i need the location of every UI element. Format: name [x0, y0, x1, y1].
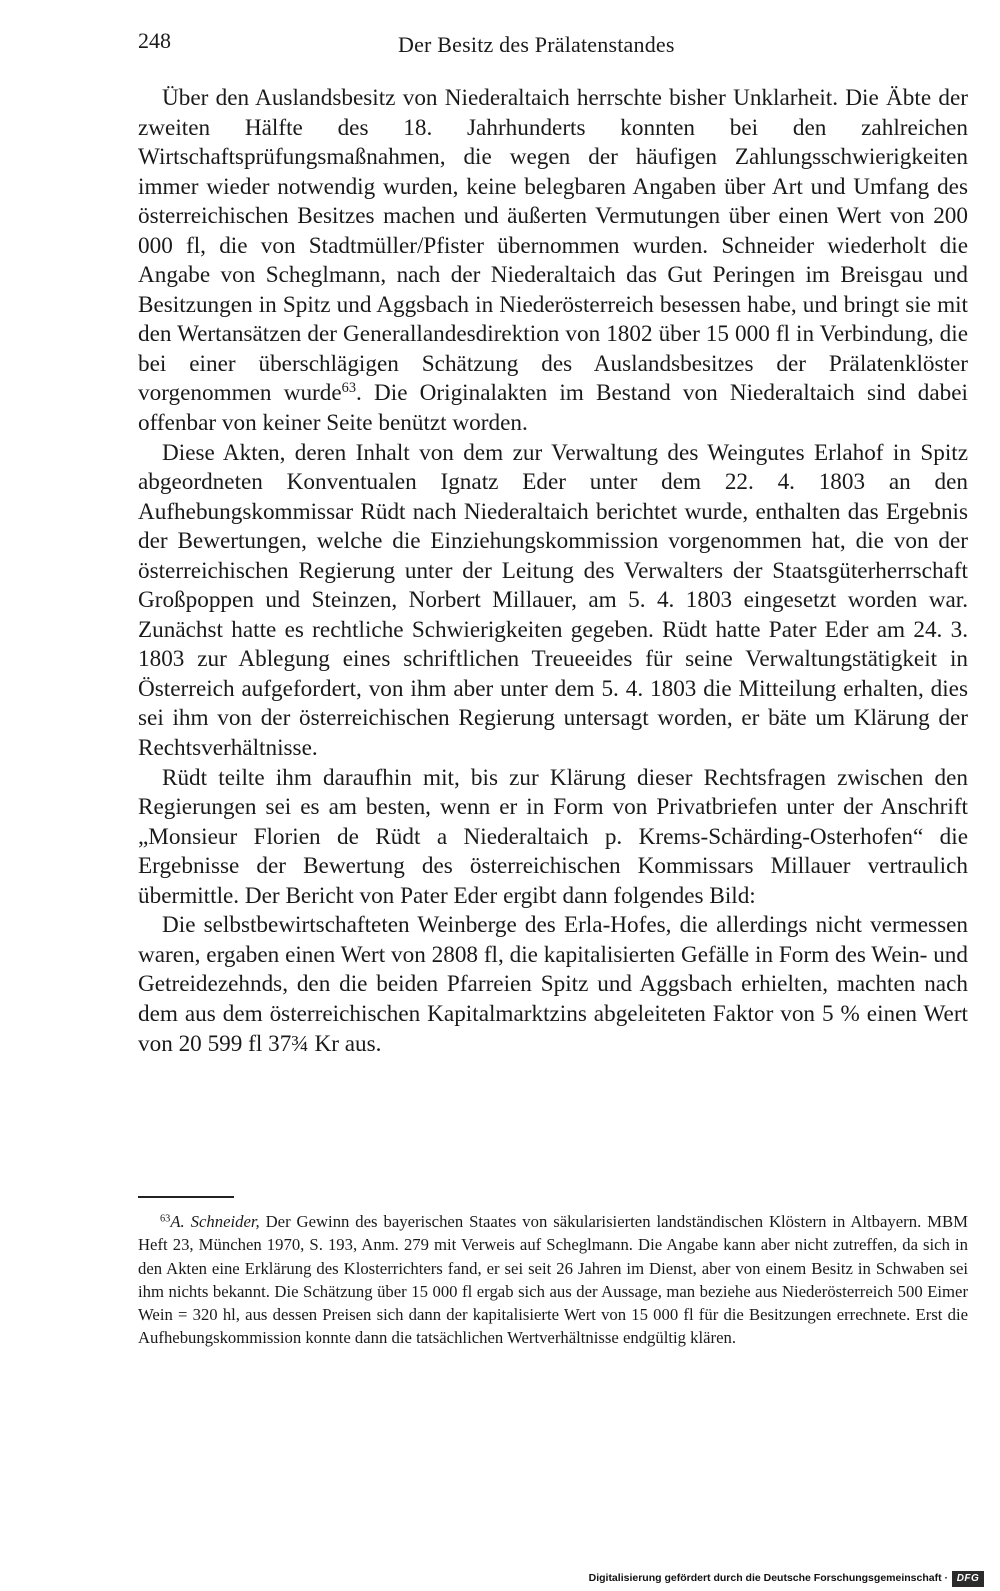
footnote-reference: 63	[341, 380, 357, 397]
footnote-63	[138, 1210, 968, 1350]
paragraph-1	[138, 84, 968, 439]
digitization-note: Digitalisierung gefördert durch die Deutsche Forschungsgemeinschaft ·	[588, 1572, 948, 1584]
paragraph-3: Rüdt teilte ihm daraufhin mit, bis zur Klärung dieser Rechtsfragen zwischen den Regierungen sei es am besten, wenn er in Form von Privatbriefen unter der Anschrift „Monsieur Florien de Rüdt a Niederaltaich p. Krems-Schärding-Osterhofen“ die Ergebnisse der Bewertung des österreichischen Kommissars Millauer vertraulich übermittle. Der Bericht von Pater Eder ergibt dann folgendes Bild:	[138, 764, 968, 909]
paragraph-1-text-a: Über den Auslandsbesitz von Niederaltaich herrschte bisher Unklarheit. Die Äbte der zweiten Hälfte des 18. Jahrhunderts konnten bei den zahlreichen Wirtschaftsprüfungsmaßnahmen, die wegen der häufigen Zahlungsschwierigkeiten immer wieder notwendig wurden, keine belegbaren Angaben über Art und Umfang des österreichischen Besitzes machen und äußerten Vermutungen über einen Wert von 200 000 fl, die von Stadtmüller/Pfister übernommen wurden. Schneider wiederholt die Angabe von Scheglmann, nach der Niederaltaich das Gut Peringen im Breisgau und Besitzungen in Spitz und Aggsbach in Niederösterreich besessen habe, und bringt sie mit den Wertansätzen der Generallandesdirektion von 1802 über 15 000 fl in Verbindung, die bei einer überschlägigen Schätzung des Auslandsbesitzes der Prälatenklöster vorgenommen wurde	[138, 85, 968, 407]
footnote-divider	[138, 1196, 234, 1198]
page-header	[138, 26, 968, 60]
footnote-author: A. Schneider,	[170, 1212, 260, 1231]
dfg-logo-icon: DFG	[952, 1571, 984, 1587]
footnote-number: 63	[160, 1213, 171, 1225]
running-head: Der Besitz des Prälatenstandes	[398, 32, 675, 57]
paragraph-2: Diese Akten, deren Inhalt von dem zur Verwaltung des Weingutes Erlahof in Spitz abgeordneten Konventualen Ignatz Eder unter dem 22. 4. 1803 an den Aufhebungskommissar Rüdt nach Niederaltaich berichtet wurde, enthalten das Ergebnis der Bewertungen, welche die Einziehungskommission vorgenommen hat, die von der österreichischen Regierung unter der Leitung des Verwalters der Staatsgüterherrschaft Großpoppen und Steinzen, Norbert Millauer, am 5. 4. 1803 eingesetzt worden war. Zunächst hatte es rechtliche Schwierigkeiten gegeben. Rüdt hatte Pater Eder am 24. 3. 1803 zur Ablegung eines schriftlichen Treueeides für seine Verwaltungstätigkeit in Österreich aufgefordert, von ihm aber unter dem 5. 4. 1803 die Mitteilung erhalten, dies sei ihm von der österreichischen Regierung untersagt worden, er bäte um Klärung der Rechtsverhältnisse.	[138, 439, 968, 762]
page-number: 248	[138, 28, 171, 53]
paragraph-1-text-b: . Die Originalakten im Bestand von Niederaltaich sind dabei offenbar von keiner Seite benützt worden.	[138, 380, 968, 437]
paragraph-4: Die selbstbewirtschafteten Weinberge des Erla-Hofes, die allerdings nicht vermessen waren, ergaben einen Wert von 2808 fl, die kapitalisierten Gefälle in Form des Wein- und Getreidezehnds, den die beiden Pfarreien Spitz und Aggsbach erhielten, machten nach dem aus dem österreichischen Kapitalmarktzins abgeleiteten Faktor von 5 % einen Wert von 20 599 fl 37¾ Kr aus.	[138, 912, 968, 1057]
footnote-text: Der Gewinn des bayerischen Staates von säkularisierten landständischen Klöstern in Altbayern. MBM Heft 23, München 1970, S. 193, Anm. 279 mit Verweis auf Scheglmann. Die Angabe kann aber nicht zutreffen, da sich in den Akten eine Erklärung des Klosterrichters fand, er sei seit 26 Jahren im Dienst, aber von einem Besitz in Schwaben sei ihm nichts bekannt. Die Schätzung über 15 000 fl ergab sich aus der Aussage, man beziehe aus Niederösterreich 500 Eimer Wein = 320 hl, aus dessen Preisen sich dann der kapitalisierte Wert von 15 000 fl für die Besitzungen errechnete. Erst die Aufhebungskommission konnte dann die tatsächlichen Wertverhältnisse endgültig klären.	[138, 1212, 968, 1348]
main-text	[138, 84, 968, 1059]
footnotes	[138, 1210, 968, 1350]
